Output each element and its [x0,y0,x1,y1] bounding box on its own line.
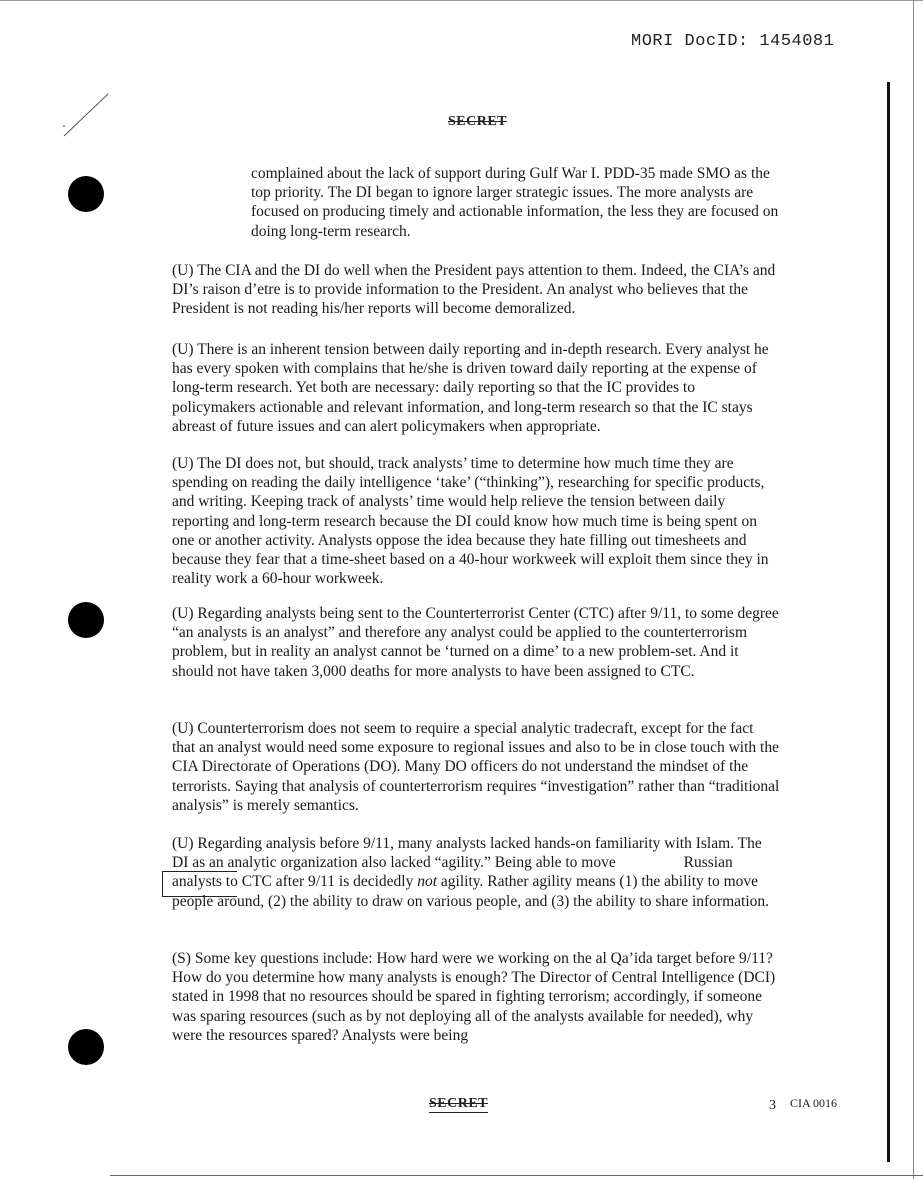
paragraph-key-questions: (S) Some key questions include: How hard were we working on the al Qa’ida target before 9/11? How do you determine how many analysts is enough? The Director of Central Intelligence (DCI) stated in 1998 that no resources should be spared in fighting terrorism; accordingly, if someone was sparing resources (such as by not deploying all of the analysts available for needed), why were the resources spared? Analysts were being [172,950,776,1044]
paragraph-president-attention: (U) The CIA and the DI do well when the President pays attention to them. Indeed, the CIA’s and DI’s raison d’etre is to provide information to the President. An analyst who believes that the President is not reading his/her reports will become demoralized. [172,262,776,318]
punch-hole [68,1029,104,1065]
agility-emphasis: not [417,873,438,891]
page-number: 3 [769,1098,776,1113]
agility-text-start: (U) Regarding analysis before 9/11, many analysts lacked hands-on familiarity with Islam. The DI as an analytic organization also lacked “agility.” Being able to move [172,835,762,872]
agility-text-middle: Russian analysts to CTC after 9/11 is decidedly [172,854,733,891]
punch-hole [68,176,104,212]
redaction-box [162,871,237,897]
paragraph-ctc-analysts: (U) Regarding analysts being sent to the Counterterrorist Center (CTC) after 9/11, to some degree “an analysts is an analyst” and therefore any analyst could be applied to the counterterrorism problem, but in reality an analyst cannot be ‘turned on a dime’ to a new problem-set. And it should not have taken 3,000 deaths for more analysts to have been assigned to CTC. [172,605,779,680]
paragraph-agility [172,834,780,911]
document-id: MORI DocID: 1454081 [631,32,835,51]
pen-mark [58,92,118,142]
agility-text-end: agility. Rather agility means (1) the ability to move people around, (2) the ability to draw on various people, and (3) the ability to share information. [172,873,770,910]
page-bottom-edge [110,1175,923,1176]
page-top-edge [0,0,923,1]
paragraph-daily-vs-research: (U) There is an inherent tension between daily reporting and in-depth research. Every analyst he has every spoken with complains that he/she is driven toward daily reporting at the expense of long-term research. Yet both are necessary: daily reporting so that the IC provides to policymakers actionable and relevant information, and long-term research so that the IC stays abreast of future issues and can alert policymakers when appropriate. [172,341,769,435]
paragraph-continuation: complained about the lack of support during Gulf War I. PDD-35 made SMO as the top priority. The DI began to ignore larger strategic issues. The more analysts are focused on producing timely and actionable information, the less they are focused on doing long-term research. [251,165,779,240]
paragraph-counterterrorism-tradecraft: (U) Counterterrorism does not seem to require a special analytic tradecraft, except for the fact that an analyst would need some exposure to regional issues and also to be in close touch with the CIA Directorate of Operations (DO). Many DO officers do not understand the mindset of the terrorists. Saying that analysis of counterterrorism requires “investigation” rather than “traditional analysis” is merely semantics. [172,720,780,814]
punch-hole [68,602,104,638]
classification-marking-top: SECRET [448,114,508,129]
scan-margin-line [887,82,890,1162]
page-right-edge [913,0,914,1179]
bates-number: CIA 0016 [790,1096,838,1110]
paragraph-track-time: (U) The DI does not, but should, track analysts’ time to determine how much time they are spending on reading the daily intelligence ‘take’ (“thinking”), researching for specific products, and writing. Keeping track of analysts’ time would help relieve the tension between daily reporting and long-term research because the DI could know how much time is being spent on one or another activity. Analysts oppose the idea because they hate filling out timesheets and because they fear that a time-sheet based on a 40-hour workweek will exploit them since they in reality work a 60-hour workweek. [172,455,769,588]
classification-marking-bottom: SECRET [429,1096,489,1111]
